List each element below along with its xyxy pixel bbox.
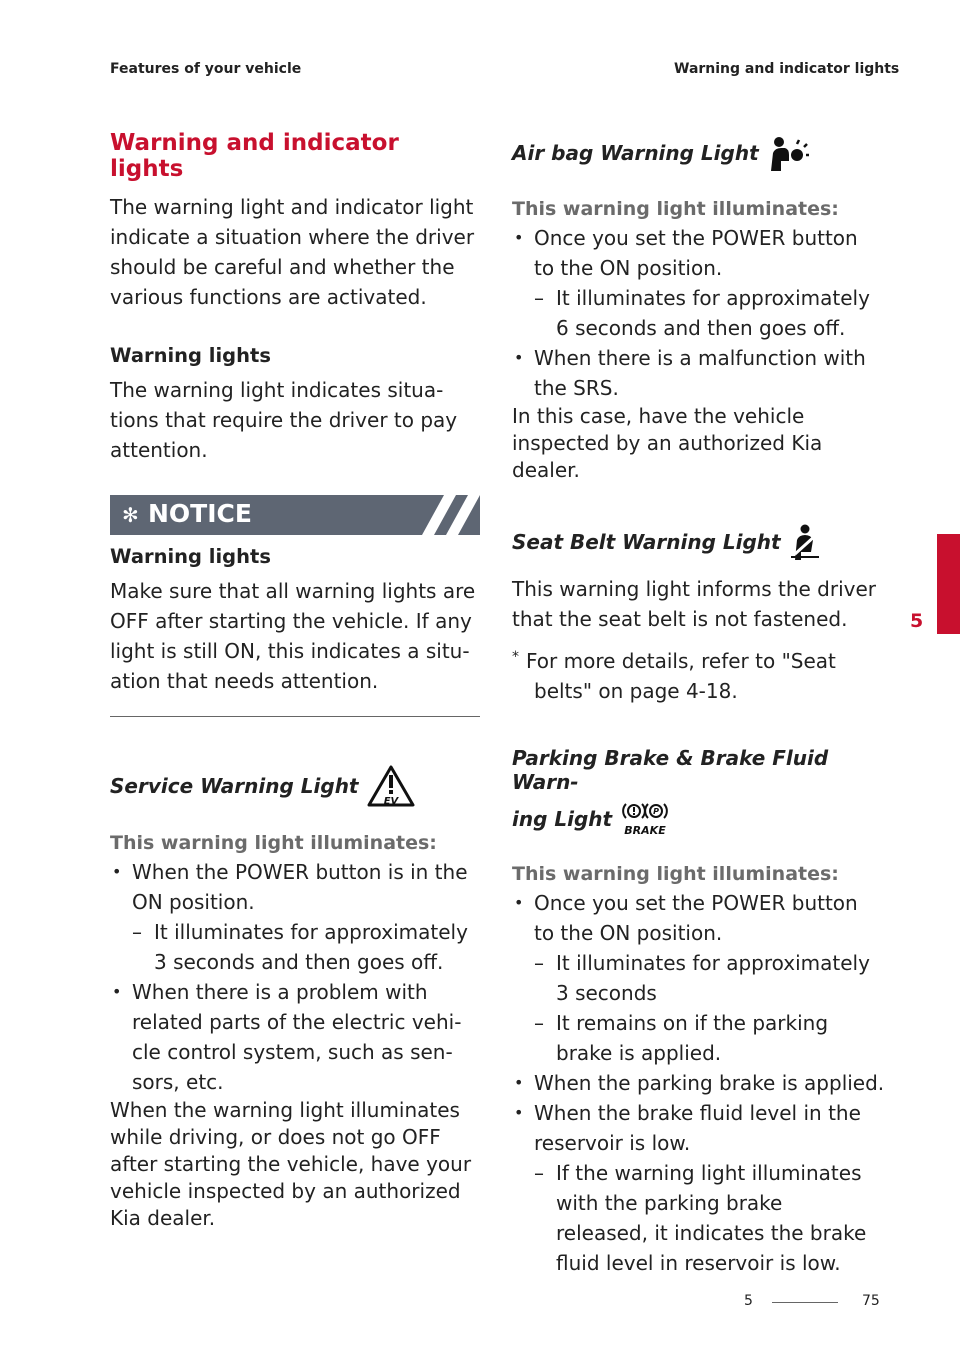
intro-line: indicate a situation where the driver — [110, 225, 475, 249]
service-para-line: When the warning light illuminates — [110, 1098, 460, 1122]
seatbelt-reference: * For more details, refer to "Seat belts" on page 4-18. — [512, 649, 836, 703]
airbag-icon — [767, 135, 809, 171]
airbag-para-line: In this case, have the vehicle — [512, 404, 805, 428]
left-column — [110, 130, 480, 1232]
service-para-line: after starting the vehicle, have your — [110, 1152, 472, 1176]
warning-text-line: tions that require the driver to pay — [110, 408, 458, 432]
illuminates-heading: This warning light illuminates: — [512, 198, 839, 220]
illuminates-heading: This warning light illuminates: — [512, 863, 839, 885]
list-item: • When the brake fluid level in the reservoir is low. — [512, 1098, 882, 1158]
warning-text-line: attention. — [110, 438, 208, 462]
list-item: • When there is a problem with related parts of the electric vehi- cle control system, such as sen- sors, etc. — [110, 977, 480, 1097]
notice-text-line: ation that needs attention. — [110, 669, 379, 693]
list-item: • When there is a malfunction with the SRS. — [512, 343, 882, 403]
footer-page-number: 75 — [862, 1293, 880, 1309]
intro-line: should be careful and whether the — [110, 255, 455, 279]
warning-lights-heading: Warning lights — [110, 344, 271, 367]
running-header-right: Warning and indicator lights — [674, 61, 900, 77]
notice-text-line: Make sure that all warning lights are — [110, 579, 476, 603]
service-warning-title-text: Service Warning Light — [110, 774, 359, 798]
list-item: • Once you set the POWER button to the ON position. — [512, 888, 882, 948]
service-para-line: while driving, or does not go OFF — [110, 1125, 441, 1149]
seatbelt-warning-title — [512, 524, 882, 560]
brake-title-line2: ing Light P BRAKE — [512, 802, 882, 836]
sub-list-item: – It remains on if the parking brake is applied. — [534, 1011, 829, 1065]
footer-chapter: 5 — [744, 1293, 753, 1309]
section-title: Warning and indicator lights — [110, 130, 399, 182]
svg-text:P: P — [653, 807, 660, 816]
sub-list-item: – It illuminates for approximately 3 seconds and then goes off. — [132, 920, 468, 974]
sub-list-item: – If the warning light illuminates with the parking brake released, it indicates the brake fluid level in reservoir is low. — [534, 1161, 867, 1275]
divider — [110, 716, 480, 717]
right-column — [512, 135, 885, 1278]
list-item: • When the parking brake is applied. — [512, 1068, 882, 1098]
airbag-para-line: inspected by an authorized Kia — [512, 431, 823, 455]
asterisk-icon: ✻ — [122, 503, 139, 527]
stripes-decoration — [420, 495, 480, 535]
seatbelt-text-line: This warning light informs the driver — [512, 577, 877, 601]
chapter-side-tab — [937, 534, 960, 634]
brake-warning-title — [512, 746, 882, 836]
service-para-line: Kia dealer. — [110, 1206, 216, 1230]
seatbelt-title-text: Seat Belt Warning Light — [512, 530, 781, 554]
list-item: • When the POWER button is in the ON position. — [110, 857, 480, 917]
warning-text-line: The warning light indicates situa- — [110, 378, 444, 402]
sub-list-item: – It illuminates for approximately 6 seconds and then goes off. — [534, 286, 870, 340]
notice-label: NOTICE — [148, 499, 252, 528]
airbag-para-line: dealer. — [512, 458, 580, 482]
intro-line: various functions are activated. — [110, 285, 427, 309]
brake-icon — [620, 802, 670, 836]
footer-divider — [772, 1302, 838, 1303]
illuminates-heading: This warning light illuminates: — [110, 832, 437, 854]
airbag-warning-title — [512, 135, 882, 171]
notice-text-line: OFF after starting the vehicle. If any — [110, 609, 472, 633]
seatbelt-icon — [789, 524, 821, 560]
service-warning-icon — [367, 765, 415, 807]
airbag-title-text: Air bag Warning Light — [512, 141, 759, 165]
service-para-line: vehicle inspected by an authorized — [110, 1179, 461, 1203]
brake-title-line: Parking Brake & Brake Fluid Warn- — [512, 746, 829, 794]
list-item: • Once you set the POWER button to the ON position. — [512, 223, 882, 283]
svg-text:EV: EV — [383, 796, 398, 807]
running-header-left: Features of your vehicle — [110, 61, 302, 77]
notice-text-line: light is still ON, this indicates a situ- — [110, 639, 470, 663]
seatbelt-text-line: that the seat belt is not fastened. — [512, 607, 848, 631]
svg-text:BRAKE: BRAKE — [624, 824, 666, 836]
chapter-side-tab-number: 5 — [910, 610, 924, 632]
service-warning-title — [110, 765, 480, 807]
intro-line: The warning light and indicator light — [110, 195, 474, 219]
sub-list-item: – It illuminates for approximately 3 seconds — [534, 951, 870, 1005]
notice-heading: Warning lights — [110, 545, 271, 568]
notice-banner — [110, 495, 480, 535]
